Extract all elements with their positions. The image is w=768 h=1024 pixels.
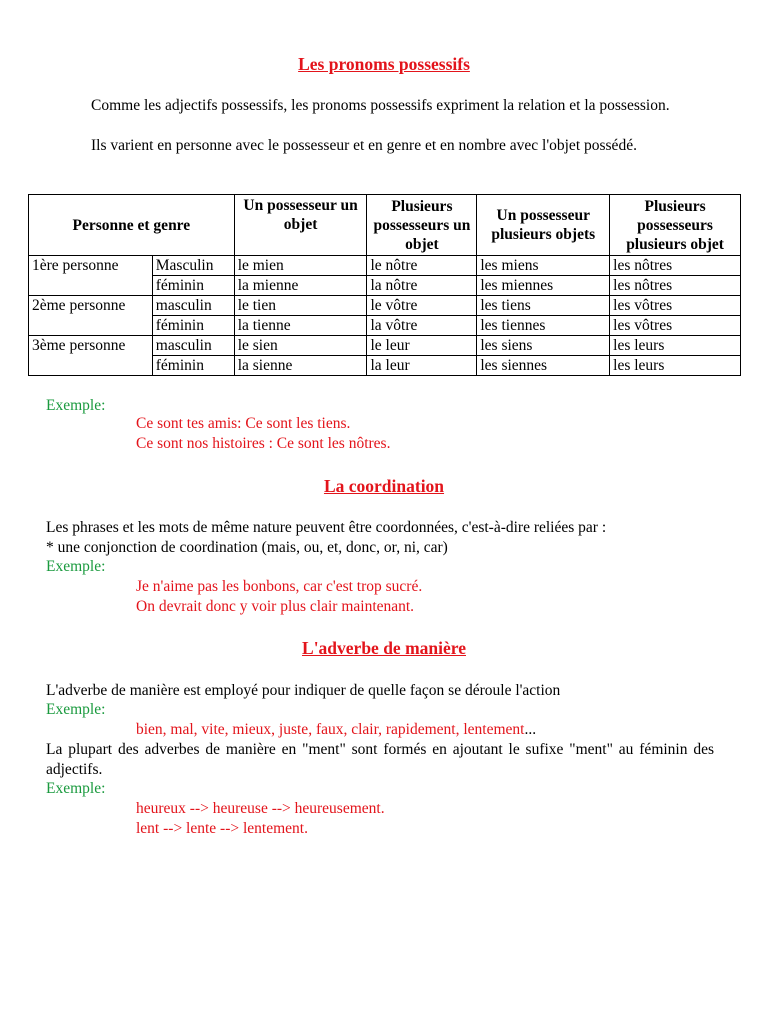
- table-cell: 1ère personne: [29, 256, 153, 296]
- table-cell: la vôtre: [367, 316, 477, 336]
- section-title-coordination: La coordination: [323, 476, 445, 496]
- table-cell: les leurs: [610, 336, 741, 356]
- coordination-text-1: Les phrases et les mots de même nature peuvent être coordonnées, c'est-à-dire reliées par :: [46, 519, 607, 536]
- example-line: [136, 720, 536, 740]
- table-cell: le mien: [234, 256, 367, 276]
- intro-paragraph-2: [46, 136, 714, 156]
- section-title-adverbe: L'adverbe de manière: [302, 638, 466, 658]
- table-cell: masculin: [152, 336, 234, 356]
- example-line: Je n'aime pas les bonbons, car c'est trop sucré.: [136, 578, 423, 595]
- example-words: bien, mal, vite, mieux, juste, faux, clair, rapidement, lentement: [136, 721, 525, 738]
- adverbe-paragraph-2: La plupart des adverbes de manière en "ment" sont formés en ajoutant le sufixe "ment" au féminin des adjectifs.: [46, 741, 714, 778]
- table-header-row: [29, 195, 741, 256]
- table-cell: les tiens: [477, 296, 610, 316]
- table-cell: les nôtres: [610, 256, 741, 276]
- table-cell: Masculin: [152, 256, 234, 276]
- section-title-pronoms: Les pronoms possessifs: [298, 54, 470, 74]
- example-line: Ce sont nos histoires : Ce sont les nôtres.: [136, 435, 391, 452]
- table-cell: les vôtres: [610, 296, 741, 316]
- coordination-text-2: * une conjonction de coordination (mais, ou, et, donc, or, ni, car): [46, 539, 448, 556]
- example-line: heureux --> heureuse --> heureusement.: [136, 800, 385, 817]
- table-row: [29, 256, 741, 276]
- table-cell: féminin: [152, 276, 234, 296]
- example-label: Exemple:: [46, 558, 106, 575]
- table-cell: la leur: [367, 356, 477, 376]
- table-header-cell: Un possesseur plusieurs objets: [477, 195, 610, 256]
- example-line: Ce sont tes amis: Ce sont les tiens.: [136, 415, 351, 432]
- table-cell: les miennes: [477, 276, 610, 296]
- example-label: Exemple:: [46, 780, 106, 797]
- table-cell: les vôtres: [610, 316, 741, 336]
- table-header-cell: Plusieurs possesseurs plusieurs objet: [610, 195, 741, 256]
- table-cell: la sienne: [234, 356, 367, 376]
- table-cell: le tien: [234, 296, 367, 316]
- table-cell: féminin: [152, 356, 234, 376]
- table-cell: les leurs: [610, 356, 741, 376]
- intro-text-1: Comme les adjectifs possessifs, les pronoms possessifs expriment la relation et la possession.: [91, 97, 670, 114]
- table-header-cell: Personne et genre: [29, 195, 235, 256]
- table-cell: la nôtre: [367, 276, 477, 296]
- table-cell: 2ème personne: [29, 296, 153, 336]
- example-label: Exemple:: [46, 701, 106, 718]
- example-line: On devrait donc y voir plus clair maintenant.: [136, 598, 415, 615]
- table-cell: le leur: [367, 336, 477, 356]
- possessive-pronouns-table: [28, 194, 741, 376]
- table-cell: le vôtre: [367, 296, 477, 316]
- table-cell: masculin: [152, 296, 234, 316]
- table-row: [29, 336, 741, 356]
- table-cell: la mienne: [234, 276, 367, 296]
- table-cell: les siennes: [477, 356, 610, 376]
- table-cell: la tienne: [234, 316, 367, 336]
- table-header-cell: Plusieurs possesseurs un objet: [367, 195, 477, 256]
- intro-paragraph-1: [46, 96, 714, 116]
- table-cell: les miens: [477, 256, 610, 276]
- adverbe-text-1: L'adverbe de manière est employé pour indiquer de quelle façon se déroule l'action: [46, 682, 561, 699]
- table-cell: féminin: [152, 316, 234, 336]
- example-label: Exemple:: [46, 397, 106, 414]
- table-header-cell: Un possesseur un objet: [234, 195, 367, 256]
- table-cell: le nôtre: [367, 256, 477, 276]
- example-ellipsis: ...: [524, 721, 537, 738]
- table-cell: les nôtres: [610, 276, 741, 296]
- table-row: [29, 296, 741, 316]
- table-cell: le sien: [234, 336, 367, 356]
- table-cell: les siens: [477, 336, 610, 356]
- intro-text-2: Ils varient en personne avec le possesseur et en genre et en nombre avec l'objet possédé.: [91, 137, 637, 154]
- table-cell: les tiennes: [477, 316, 610, 336]
- example-line: lent --> lente --> lentement.: [136, 820, 308, 837]
- table-cell: 3ème personne: [29, 336, 153, 376]
